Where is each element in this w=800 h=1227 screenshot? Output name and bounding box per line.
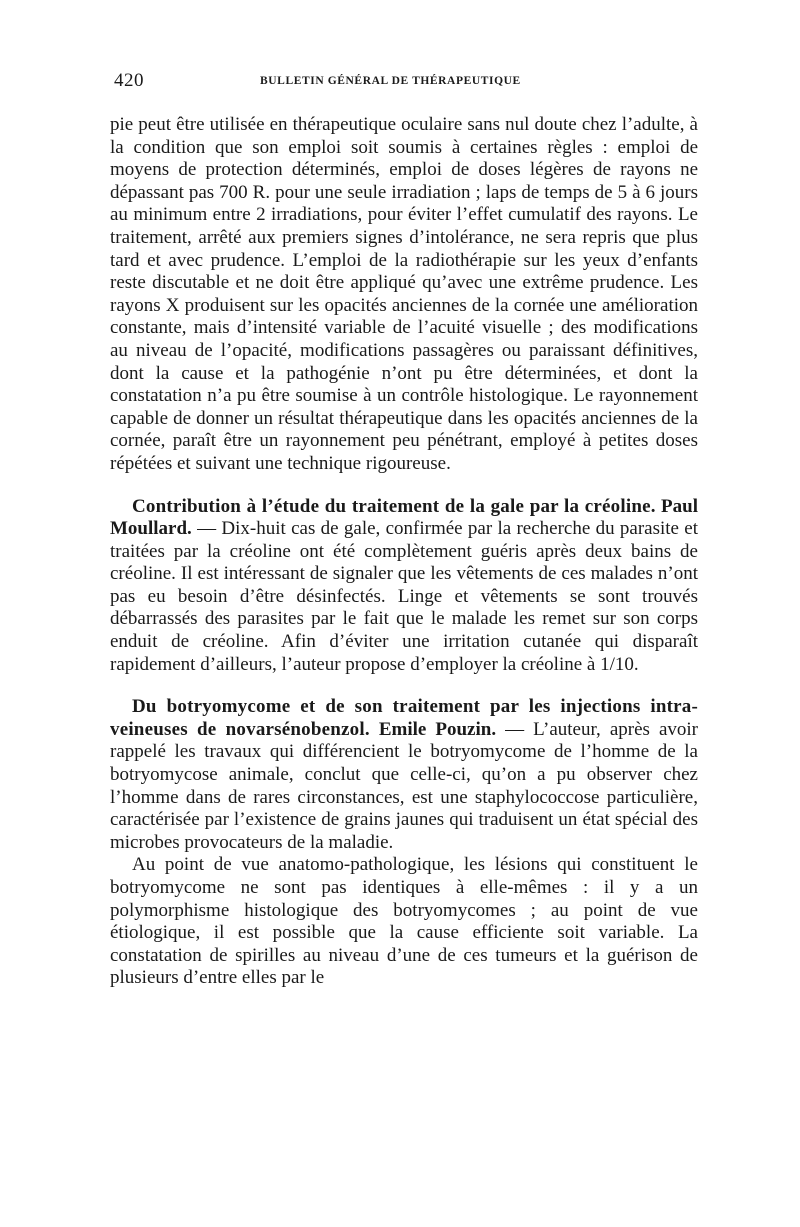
body-text [110, 114, 698, 990]
abstract-paragraph [110, 496, 698, 677]
abstract-continuation: Au point de vue anatomo-pathologique, les lésions qui constituent le botryomycome ne sont pas identiques à elle-mêmes : il y a un polymorphisme histologique des botryomycomes ; au point de vue étiologique, il est possible que la cause efficiente soit variable. La constatation de spirilles au niveau d’une de ces tumeurs et la guérison de plusieurs d’entre elles par le [110, 854, 698, 989]
abstract-text: — Dix-huit cas de gale, confirmée par la recherche du parasite et traitées par la créoline ont été complètement guéris après deux bains de créoline. Il est intéressant de signaler que les vêtements de ces malades n’ont pas eu besoin d’être désinfectés. Linge et vêtements se sont trouvés débarrassés des parasites par le fait que le malade les remet sur son corps enduit de créoline. Afin d’éviter une irritation cutanée qui disparaît rapidement d’ailleurs, l’auteur propose d’employer la créoline à 1/10. [110, 518, 698, 675]
abstract-title: Contribution à l’étude du traitement de la gale par la créoline. [132, 495, 656, 517]
page-number: 420 [114, 70, 144, 91]
abstract-text: — L’auteur, après avoir rappelé les travaux qui différencient le botryomycome de l’homme de la botryomycose animale, conclut que celle-ci, qu’on a pu observer chez l’homme dans de rares circonstances, est une staphylococcose particulière, caractérisée par l’existence de grains jaunes qui traduisent un état spécial des microbes provocateurs de la maladie. [110, 718, 698, 853]
paragraph-radiotherapy: pie peut être utilisée en thérapeutique oculaire sans nul doute chez l’adulte, à la condition que son emploi soit soumis à certaines règles : emploi de moyens de protection déterminés, emploi de doses légères de rayons ne dépassant pas 700 R. pour une seule irradiation ; laps de temps de 5 à 6 jours au minimum entre 2 irradiations, pour éviter l’effet cumulatif des rayons. Le traitement, arrêté aux premiers signes d’intolérance, ne sera repris que plus tard et avec prudence. L’emploi de la radiothérapie sur les yeux d’enfants reste discutable et ne doit être appliqué qu’avec une extrême prudence. Les rayons X produisent sur les opacités anciennes de la cornée une amélioration constante, mais d’intensité variable de l’acuité visuelle ; des modifications au niveau de l’opacité, modifications passagères ou paraissant définitives, dont la cause et la pathogénie n’ont pu être déterminées, et dont la constatation n’a pu être soumise à un contrôle histologique. Le rayonnement capable de donner un résultat thérapeutique dans les opacités anciennes de la cornée, paraît être un rayonnement peu pénétrant, employé à petites doses répétées et suivant une technique rigoureuse. [110, 114, 698, 474]
abstract-botryomycome [110, 696, 698, 990]
abstract-author: Emile Pouzin. [378, 718, 497, 740]
abstract-paragraph [110, 696, 698, 854]
abstract-author: Paul Moullard. [110, 495, 698, 540]
journal-title: BULLETIN GÉNÉRAL DE THÉRAPEUTIQUE [260, 75, 521, 87]
journal-page [110, 70, 698, 990]
abstract-title: Du botryomycome et de son traitement par les injections intra-veineuses de novarsénobenzol. [110, 696, 698, 740]
abstract-creoline [110, 496, 698, 677]
running-head [110, 70, 698, 100]
